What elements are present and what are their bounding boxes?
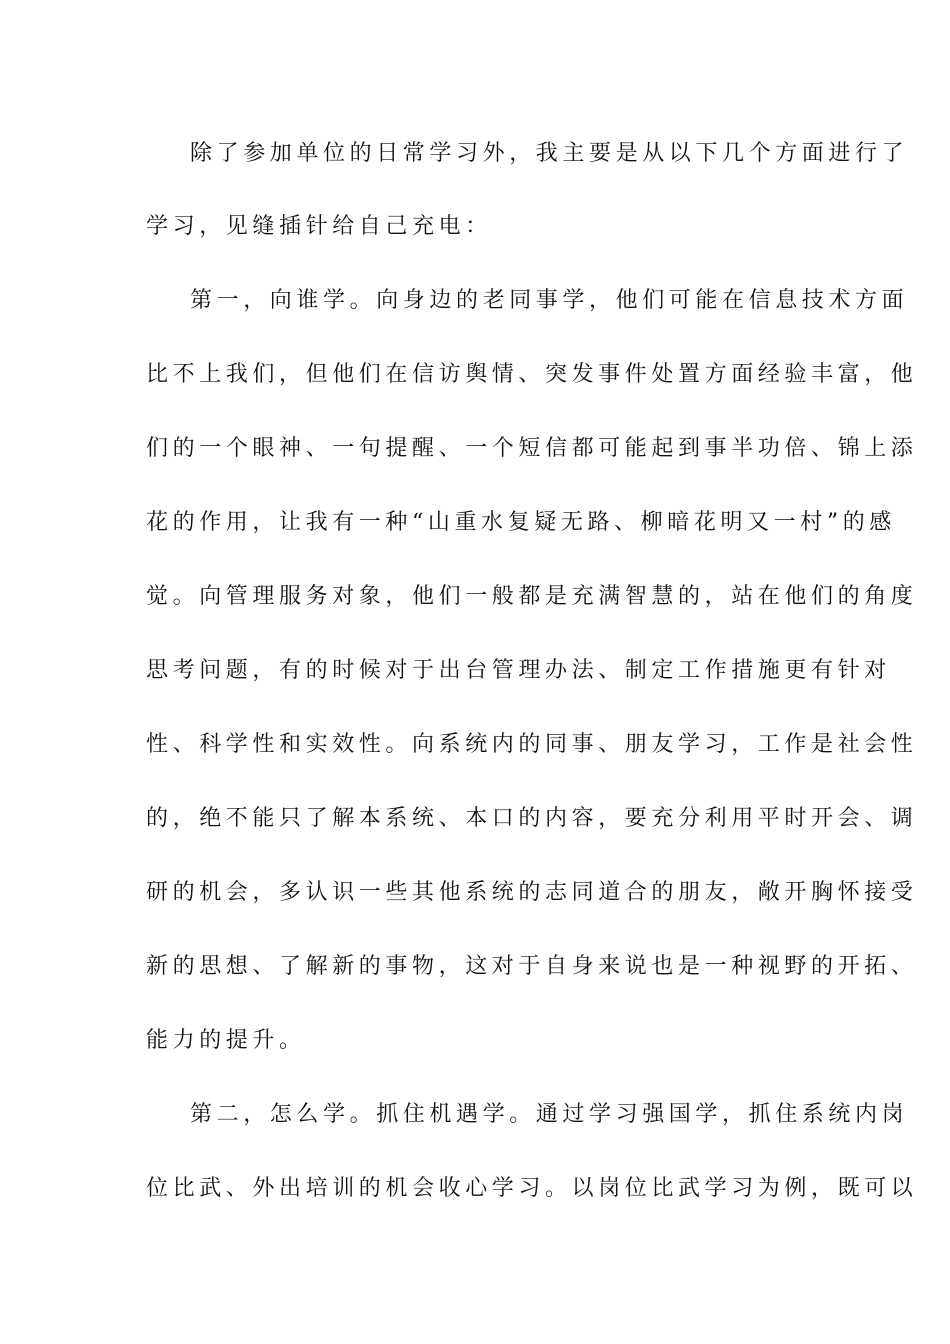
paragraph-2-line-6: 思考问题，有的时候对于出台管理办法、制定工作措施更有针对: [146, 658, 891, 683]
paragraph-2-line-11: 能力的提升。: [146, 1028, 306, 1053]
paragraph-2-line-7: 性、科学性和实效性。向系统内的同事、朋友学习，工作是社会性: [146, 732, 918, 757]
paragraph-2-line-1: 第一，向谁学。向身边的老同事学，他们可能在信息技术方面: [190, 288, 909, 313]
paragraph-2-line-9: 研的机会，多认识一些其他系统的志同道合的朋友，敞开胸怀接受: [146, 880, 918, 905]
paragraph-2-line-2: 比不上我们，但他们在信访舆情、突发事件处置方面经验丰富，他: [146, 362, 918, 387]
paragraph-2-line-4: 花的作用，让我有一种“山重水复疑无路、柳暗花明又一村”的感: [146, 510, 896, 535]
paragraph-3-line-1: 第二，怎么学。抓住机遇学。通过学习强国学，抓住系统内岗: [190, 1102, 909, 1127]
paragraph-3-line-2: 位比武、外出培训的机会收心学习。以岗位比武学习为例，既可以: [146, 1176, 918, 1201]
paragraph-1-line-1: 除了参加单位的日常学习外，我主要是从以下几个方面进行了: [190, 141, 909, 166]
paragraph-2-line-8: 的，绝不能只了解本系统、本口的内容，要充分利用平时开会、调: [146, 806, 918, 831]
paragraph-1-line-2: 学习，见缝插针给自己充电：: [146, 214, 492, 239]
paragraph-2-line-3: 们的一个眼神、一句提醒、一个短信都可能起到事半功倍、锦上添: [146, 436, 918, 461]
paragraph-2-line-10: 新的思想、了解新的事物，这对于自身来说也是一种视野的开拓、: [146, 954, 918, 979]
paragraph-2-line-5: 觉。向管理服务对象，他们一般都是充满智慧的，站在他们的角度: [146, 584, 918, 609]
